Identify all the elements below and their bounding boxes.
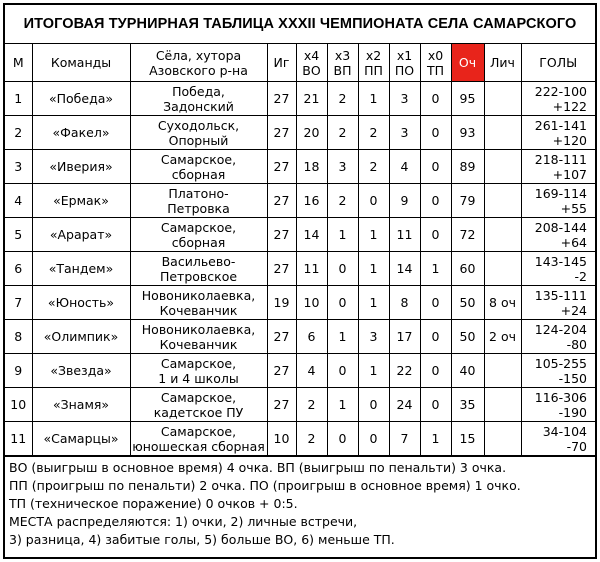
table-row <box>5 252 595 286</box>
cell-village-line2: 1 и 4 школы <box>158 370 239 386</box>
cell-wins: 6 <box>296 320 327 354</box>
header-villages-line2: Азовского р-на <box>149 62 248 78</box>
cell-losses: 22 <box>389 354 420 388</box>
cell-points: 89 <box>451 150 484 184</box>
cell-games: 27 <box>267 388 296 422</box>
table-row <box>5 422 595 456</box>
cell-goals <box>521 320 595 354</box>
cell-technical: 0 <box>420 82 451 116</box>
header-games: Иг <box>267 44 296 82</box>
cell-losses: 8 <box>389 286 420 320</box>
cell-penalty-wins: 0 <box>327 354 358 388</box>
note-line: 3) разница, 4) забитые голы, 5) больше ВО, 6) меньше ТП. <box>9 532 395 547</box>
header-penalty-wins-label: ВП <box>333 62 352 78</box>
cell-village-line2: Петровское <box>159 268 238 284</box>
cell-penalty-losses: 1 <box>358 82 389 116</box>
cell-head-to-head <box>484 252 521 286</box>
cell-penalty-losses: 0 <box>358 422 389 456</box>
cell-points: 50 <box>451 320 484 354</box>
cell-penalty-wins: 0 <box>327 422 358 456</box>
cell-place: 4 <box>5 184 32 218</box>
cell-place: 8 <box>5 320 32 354</box>
cell-village-line1: Васильево- <box>161 253 236 269</box>
cell-place: 6 <box>5 252 32 286</box>
table-row <box>5 354 595 388</box>
table-row <box>5 286 595 320</box>
table-title: ИТОГОВАЯ ТУРНИРНАЯ ТАБЛИЦА XXXII ЧЕМПИОНАТА СЕЛА САМАРСКОГО <box>5 5 595 44</box>
cell-goals-line2: -150 <box>558 370 587 386</box>
cell-goals-line2: -190 <box>558 404 587 420</box>
header-points: Оч <box>451 44 484 82</box>
table-row <box>5 82 595 116</box>
cell-goals <box>521 218 595 252</box>
cell-games: 27 <box>267 82 296 116</box>
cell-place: 3 <box>5 150 32 184</box>
note-line: ВО (выигрыш в основное время) 4 очка. ВП (выигрыш по пенальти) 3 очка. <box>9 460 507 475</box>
standings-rows <box>5 82 595 456</box>
cell-place: 9 <box>5 354 32 388</box>
header-head-to-head: Лич <box>484 44 521 82</box>
cell-points: 40 <box>451 354 484 388</box>
cell-points: 15 <box>451 422 484 456</box>
header-wins <box>296 44 327 82</box>
cell-goals-line1: 116-306 <box>534 389 587 405</box>
cell-village-line1: Самарское, <box>160 219 237 235</box>
cell-head-to-head <box>484 422 521 456</box>
cell-wins: 11 <box>296 252 327 286</box>
cell-village <box>130 422 267 456</box>
cell-team: «Ермак» <box>32 184 130 218</box>
cell-points: 93 <box>451 116 484 150</box>
cell-points: 95 <box>451 82 484 116</box>
cell-village <box>130 320 267 354</box>
cell-goals <box>521 116 595 150</box>
cell-place: 10 <box>5 388 32 422</box>
cell-losses: 11 <box>389 218 420 252</box>
cell-village <box>130 252 267 286</box>
cell-points: 50 <box>451 286 484 320</box>
cell-goals-line2: +55 <box>560 200 587 216</box>
cell-village-line2: сборная <box>171 234 226 250</box>
cell-penalty-wins: 3 <box>327 150 358 184</box>
table-row <box>5 388 595 422</box>
cell-village <box>130 388 267 422</box>
cell-village-line1: Самарское, <box>160 389 237 405</box>
cell-village-line2: кадетское ПУ <box>153 404 244 420</box>
cell-head-to-head <box>484 116 521 150</box>
table-row <box>5 116 595 150</box>
cell-team: «Самарцы» <box>32 422 130 456</box>
header-losses-mult: х1 <box>396 47 413 63</box>
cell-penalty-losses: 0 <box>358 184 389 218</box>
cell-goals-line2: +64 <box>560 234 587 250</box>
header-row <box>5 44 595 82</box>
cell-village-line2: юношеская сборная <box>132 438 265 454</box>
header-villages <box>130 44 267 82</box>
cell-wins: 16 <box>296 184 327 218</box>
cell-place: 11 <box>5 422 32 456</box>
cell-goals-line2: +107 <box>552 166 587 182</box>
cell-penalty-wins: 0 <box>327 252 358 286</box>
cell-games: 27 <box>267 354 296 388</box>
cell-head-to-head <box>484 388 521 422</box>
cell-village-line1: Новониколаевка, <box>141 287 256 303</box>
cell-goals <box>521 388 595 422</box>
cell-goals-line2: +120 <box>552 132 587 148</box>
cell-losses: 4 <box>389 150 420 184</box>
header-penalty-wins-mult: х3 <box>334 47 351 63</box>
cell-points: 72 <box>451 218 484 252</box>
cell-goals-line1: 222-100 <box>534 83 587 99</box>
cell-penalty-losses: 2 <box>358 150 389 184</box>
cell-penalty-wins: 2 <box>327 184 358 218</box>
cell-village-line1: Суходольск, <box>157 117 240 133</box>
cell-team: «Иверия» <box>32 150 130 184</box>
table-row <box>5 218 595 252</box>
cell-village <box>130 82 267 116</box>
cell-goals-line1: 124-204 <box>534 321 587 337</box>
cell-place: 2 <box>5 116 32 150</box>
cell-village-line1: Платоно- <box>168 185 229 201</box>
cell-place: 7 <box>5 286 32 320</box>
cell-wins: 2 <box>296 388 327 422</box>
cell-team: «Знамя» <box>32 388 130 422</box>
note-line: МЕСТА распределяются: 1) очки, 2) личные встречи, <box>9 514 358 529</box>
cell-losses: 24 <box>389 388 420 422</box>
cell-goals-line1: 34-104 <box>542 423 587 439</box>
cell-points: 79 <box>451 184 484 218</box>
cell-penalty-losses: 1 <box>358 286 389 320</box>
cell-wins: 14 <box>296 218 327 252</box>
cell-village <box>130 354 267 388</box>
cell-team: «Арарат» <box>32 218 130 252</box>
cell-wins: 20 <box>296 116 327 150</box>
cell-goals <box>521 150 595 184</box>
cell-head-to-head: 8 оч <box>484 286 521 320</box>
cell-wins: 18 <box>296 150 327 184</box>
cell-points: 60 <box>451 252 484 286</box>
cell-penalty-losses: 2 <box>358 116 389 150</box>
cell-goals-line2: +24 <box>560 302 587 318</box>
header-goals: ГОЛЫ <box>521 44 595 82</box>
cell-village <box>130 116 267 150</box>
cell-technical: 0 <box>420 286 451 320</box>
header-villages-line1: Сёла, хутора <box>155 47 242 63</box>
cell-village <box>130 286 267 320</box>
cell-village <box>130 184 267 218</box>
cell-penalty-wins: 2 <box>327 82 358 116</box>
cell-village-line1: Новониколаевка, <box>141 321 256 337</box>
cell-head-to-head <box>484 150 521 184</box>
cell-penalty-losses: 1 <box>358 354 389 388</box>
cell-village-line1: Самарское, <box>160 151 237 167</box>
cell-wins: 2 <box>296 422 327 456</box>
header-technical-label: ТП <box>426 62 445 78</box>
cell-goals <box>521 286 595 320</box>
header-penalty-wins <box>327 44 358 82</box>
cell-penalty-losses: 1 <box>358 252 389 286</box>
header-penalty-losses <box>358 44 389 82</box>
cell-goals-line2: -80 <box>566 336 587 352</box>
header-losses-label: ПО <box>394 62 415 78</box>
cell-goals-line2: +122 <box>552 98 587 114</box>
cell-losses: 9 <box>389 184 420 218</box>
cell-goals-line1: 105-255 <box>534 355 587 371</box>
header-place: М <box>5 44 32 82</box>
header-technical-mult: х0 <box>427 47 444 63</box>
cell-games: 27 <box>267 116 296 150</box>
standings-table <box>5 44 595 456</box>
header-team: Команды <box>32 44 130 82</box>
standings-document <box>3 3 597 559</box>
cell-games: 19 <box>267 286 296 320</box>
cell-head-to-head <box>484 184 521 218</box>
cell-village-line2: сборная <box>171 166 226 182</box>
note-line: ПП (проигрыш по пенальти) 2 очка. ПО (проигрыш в основное время) 1 очко. <box>9 478 521 493</box>
cell-penalty-wins: 0 <box>327 286 358 320</box>
cell-head-to-head: 2 оч <box>484 320 521 354</box>
cell-penalty-wins: 1 <box>327 218 358 252</box>
cell-team: «Факел» <box>32 116 130 150</box>
cell-team: «Юность» <box>32 286 130 320</box>
cell-head-to-head <box>484 218 521 252</box>
legend-notes <box>5 456 595 549</box>
cell-goals-line2: -2 <box>574 268 587 284</box>
cell-team: «Тандем» <box>32 252 130 286</box>
header-losses <box>389 44 420 82</box>
cell-village-line2: Кочеванчик <box>159 336 238 352</box>
cell-goals-line1: 261-141 <box>534 117 587 133</box>
cell-games: 27 <box>267 184 296 218</box>
cell-team: «Победа» <box>32 82 130 116</box>
table-row <box>5 150 595 184</box>
cell-team: «Олимпик» <box>32 320 130 354</box>
cell-points: 35 <box>451 388 484 422</box>
table-row <box>5 184 595 218</box>
cell-goals <box>521 252 595 286</box>
cell-technical: 0 <box>420 116 451 150</box>
header-wins-mult: х4 <box>303 47 320 63</box>
cell-goals-line1: 143-145 <box>534 253 587 269</box>
cell-technical: 0 <box>420 388 451 422</box>
cell-village-line2: Петровка <box>167 200 230 216</box>
cell-games: 27 <box>267 218 296 252</box>
cell-technical: 0 <box>420 354 451 388</box>
cell-goals <box>521 422 595 456</box>
cell-village <box>130 218 267 252</box>
cell-head-to-head <box>484 354 521 388</box>
cell-goals-line2: -70 <box>566 438 587 454</box>
cell-losses: 3 <box>389 82 420 116</box>
cell-place: 5 <box>5 218 32 252</box>
cell-losses: 17 <box>389 320 420 354</box>
cell-head-to-head <box>484 82 521 116</box>
cell-penalty-wins: 2 <box>327 116 358 150</box>
cell-losses: 7 <box>389 422 420 456</box>
cell-village-line2: Кочеванчик <box>159 302 238 318</box>
table-row <box>5 320 595 354</box>
header-penalty-losses-label: ПП <box>364 62 383 78</box>
cell-village-line1: Победа, <box>172 83 225 99</box>
header-wins-label: ВО <box>302 62 321 78</box>
cell-penalty-losses: 0 <box>358 388 389 422</box>
cell-place: 1 <box>5 82 32 116</box>
note-line: ТП (техническое поражение) 0 очков + 0:5. <box>9 496 298 511</box>
cell-village-line1: Самарское, <box>160 355 237 371</box>
cell-village-line2: Задонский <box>163 98 234 114</box>
cell-wins: 21 <box>296 82 327 116</box>
cell-losses: 14 <box>389 252 420 286</box>
cell-wins: 10 <box>296 286 327 320</box>
cell-technical: 0 <box>420 218 451 252</box>
cell-games: 10 <box>267 422 296 456</box>
cell-technical: 0 <box>420 184 451 218</box>
cell-games: 27 <box>267 150 296 184</box>
cell-penalty-wins: 1 <box>327 320 358 354</box>
cell-technical: 1 <box>420 422 451 456</box>
cell-losses: 3 <box>389 116 420 150</box>
cell-penalty-losses: 1 <box>358 218 389 252</box>
cell-goals-line1: 208-144 <box>534 219 587 235</box>
cell-technical: 0 <box>420 320 451 354</box>
cell-goals-line1: 135-111 <box>534 287 587 303</box>
cell-penalty-wins: 1 <box>327 388 358 422</box>
cell-games: 27 <box>267 252 296 286</box>
cell-team: «Звезда» <box>32 354 130 388</box>
header-technical <box>420 44 451 82</box>
cell-games: 27 <box>267 320 296 354</box>
cell-goals <box>521 184 595 218</box>
cell-technical: 0 <box>420 150 451 184</box>
cell-goals-line1: 218-111 <box>534 151 587 167</box>
cell-village <box>130 150 267 184</box>
cell-village-line1: Самарское, <box>160 423 237 439</box>
header-penalty-losses-mult: х2 <box>365 47 382 63</box>
cell-technical: 1 <box>420 252 451 286</box>
cell-penalty-losses: 3 <box>358 320 389 354</box>
cell-wins: 4 <box>296 354 327 388</box>
cell-goals <box>521 82 595 116</box>
cell-goals-line1: 169-114 <box>534 185 587 201</box>
cell-village-line2: Опорный <box>168 132 229 148</box>
cell-goals <box>521 354 595 388</box>
